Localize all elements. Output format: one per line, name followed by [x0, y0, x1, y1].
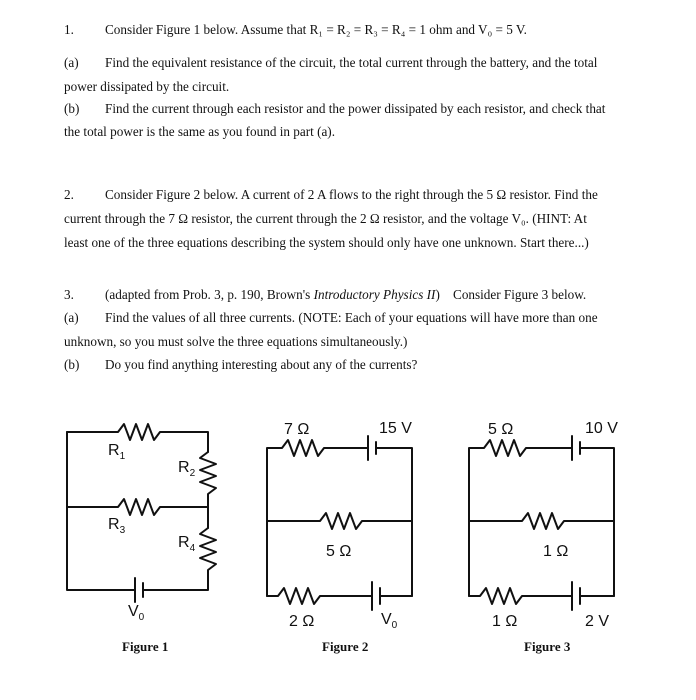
fig2-v0-label: $V_0$ — [381, 611, 398, 631]
fig1-r2-label: $R_2$ — [178, 459, 196, 479]
problem-1-number: 1. — [64, 22, 74, 37]
fig2-mid-wire — [267, 513, 412, 529]
problem-1a-label: (a) — [64, 55, 79, 70]
fig3-top-wire — [469, 440, 572, 460]
fig2-top-right-wire — [376, 448, 412, 460]
fig2-bottom-wire — [267, 588, 372, 604]
fig2-top-battery-label: 15 V — [379, 420, 412, 437]
fig1-r2-resistor — [200, 452, 216, 507]
problem-3b-label: (b) — [64, 357, 80, 372]
fig2-top-resistor-label: 7 Ω — [284, 421, 310, 438]
fig1-r3-branch — [67, 499, 208, 528]
problem-1a-line2: power dissipated by the circuit. — [64, 79, 230, 94]
fig3-bottom-battery-label: 2 V — [585, 613, 610, 630]
problem-2-line2: current through the 7 Ω resistor, the current through the 2 Ω resistor, and the voltage V₀. (HINT: At — [64, 211, 587, 226]
figure-2-circuit — [267, 436, 412, 610]
problem-1b-label: (b) — [64, 101, 80, 116]
fig3-top-right-wire — [580, 448, 614, 460]
fig3-mid-resistor-label: 1 Ω — [543, 543, 569, 560]
problem-1-intro: Consider Figure 1 below. Assume that R₁ = R₂ = R₃ = R₄ = 1 ohm and V₀ = 5 V. — [105, 22, 527, 37]
fig3-bottom-wire — [469, 588, 572, 604]
fig3-top-battery-label: 10 V — [585, 420, 618, 437]
problem-3a-label: (a) — [64, 310, 79, 325]
fig3-mid-wire — [469, 513, 614, 529]
fig2-bottom-resistor-label: 2 Ω — [289, 613, 315, 630]
problem-3a-line2: unknown, so you must solve the three equations simultaneously.) — [64, 334, 408, 349]
fig3-top-resistor-label: 5 Ω — [488, 421, 514, 438]
fig2-top-wire — [267, 440, 368, 460]
fig1-caption: Figure 1 — [122, 639, 169, 654]
problem-3a-line1: Find the values of all three currents. (NOTE: Each of your equations will have more than one — [105, 310, 598, 325]
figure-1-circuit — [67, 424, 216, 602]
fig3-bottom-resistor-label: 1 Ω — [492, 613, 518, 630]
fig1-r1-label: $R_1$ — [108, 442, 126, 462]
fig3-caption: Figure 3 — [524, 639, 571, 654]
figure-3-circuit — [469, 436, 614, 610]
problem-3-number: 3. — [64, 287, 74, 302]
fig2-caption: Figure 2 — [322, 639, 369, 654]
fig1-v0-label: $V_0$ — [128, 603, 145, 623]
fig1-r3-label: $R_3$ — [108, 516, 126, 536]
problem-1a-line1: Find the equivalent resistance of the circuit, the total current through the battery, and the total — [105, 55, 598, 70]
problem-1b-line2: the total power is the same as you found in part (a). — [64, 124, 336, 139]
fig1-top-wire — [67, 424, 208, 452]
problem-1b-line1: Find the current through each resistor and the power dissipated by each resistor, and check that — [105, 101, 606, 116]
problem-2-line1: Consider Figure 2 below. A current of 2 A flows to the right through the 5 Ω resistor. Find the — [105, 187, 598, 202]
problem-2-line3: least one of the three equations describing the system should only have one unknown. Start there...) — [64, 235, 589, 250]
problem-3-book-title: Introductory Physics II — [313, 287, 436, 302]
problem-2-number: 2. — [64, 187, 74, 202]
problem-3-intro-post: ) Consider Figure 3 below. — [435, 287, 587, 302]
fig2-mid-resistor-label: 5 Ω — [326, 543, 352, 560]
problem-3b-line1: Do you find anything interesting about any of the currents? — [105, 357, 418, 372]
problem-3-intro-pre: (adapted from Prob. 3, p. 190, Brown's — [105, 287, 314, 302]
fig1-r4-label: $R_4$ — [178, 534, 196, 554]
